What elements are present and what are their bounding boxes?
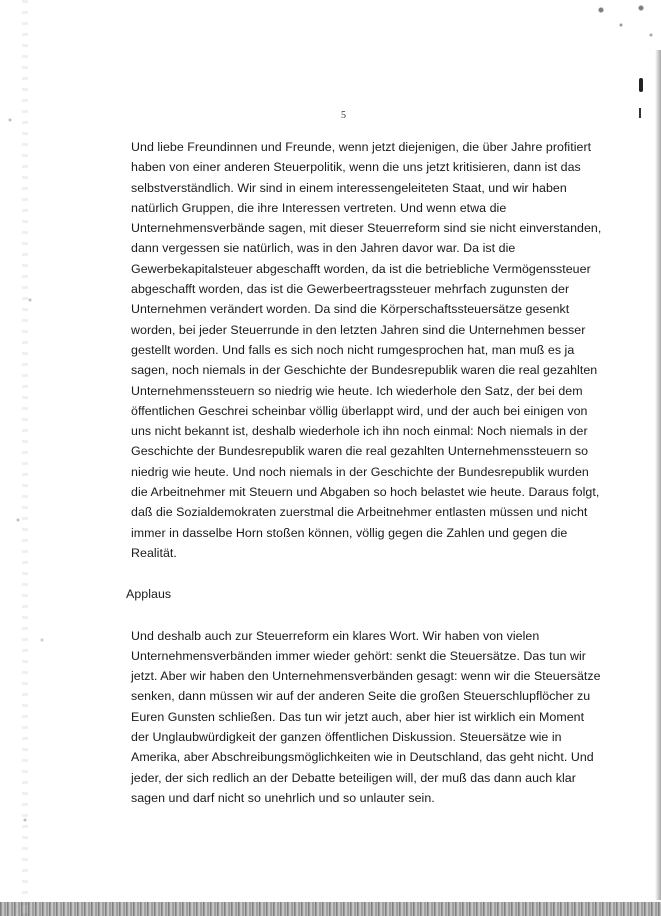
text-line: sagen und darf nicht so unehrlich und so unlauter sein. <box>131 790 435 805</box>
scan-edge-left <box>0 0 60 916</box>
text-line: Unternehmenssteuern so niedrig wie heute. Ich wiederhole den Satz, der bei dem <box>131 383 583 398</box>
text-line: niedrig wie heute. Und noch niemals in der Geschichte der Bundesrepublik wurden <box>131 464 589 479</box>
text-line: Gewerbekapitalsteuer abgeschafft worden, da ist die betriebliche Vermögenssteuer <box>131 261 591 276</box>
text-line: Unternehmen verändert worden. Da sind die Körperschaftssteuersätze gesenkt <box>131 302 570 317</box>
text-line: immer in dasselbe Horn stoßen können, völlig gegen die Zahlen und gegen die <box>131 525 568 540</box>
text-line: jetzt. Aber wir haben den Unternehmensverbänden gesagt: wenn wir die Steuersätze <box>131 669 601 684</box>
document-body <box>126 137 602 808</box>
text-line: Geschichte der Bundesrepublik waren die real gezahlten Unternehmenssteuern so <box>131 444 589 459</box>
text-line: daß die Sozialdemokraten zuerstmal die Arbeitnehmer entlasten müssen und nicht <box>131 505 588 520</box>
text-line: Und liebe Freundinnen und Freunde, wenn jetzt diejenigen, die über Jahre profitiert <box>131 140 592 154</box>
scan-edge-right <box>655 50 661 900</box>
text-line: selbstverständlich. Wir sind in einem interessengeleiteten Staat, und wir haben <box>131 180 567 195</box>
text-line: gestellt worden. Und falls es sich noch nicht rumgesprochen hat, man muß es ja <box>131 342 575 357</box>
text-line: Unternehmensverbände sagen, mit dieser Steuerreform sind sie nicht einverstanden, <box>131 221 602 236</box>
paragraph-2 <box>131 626 601 809</box>
page-number: 5 <box>341 110 346 121</box>
text-line: uns nicht bekannt ist, deshalb wiederhole ich ihn noch einmal: Noch niemals in der <box>131 424 588 439</box>
applause-note: Applaus <box>126 587 172 602</box>
scan-mark <box>639 78 643 92</box>
text-line: Realität. <box>131 545 177 560</box>
text-line: Und deshalb auch zur Steuerreform ein klares Wort. Wir haben von vielen <box>131 628 540 643</box>
text-line: Amerika, aber Abschreibungsmöglichkeiten wie in Deutschland, das geht nicht. Und <box>131 750 594 765</box>
text-line: dann vergessen sie natürlich, was in den Jahren davor war. Da ist die <box>131 241 516 256</box>
text-line: natürlich Gruppen, die ihre Interessen vertreten. Und wenn etwa die <box>131 200 507 215</box>
text-line: die Arbeitnehmer mit Steuern und Abgaben so hoch belastet wie heute. Daraus folgt, <box>131 485 600 500</box>
scan-edge-bottom <box>0 902 661 916</box>
scan-mark <box>639 108 641 118</box>
text-line: Unternehmensverbänden immer wieder gehört: senkt die Steuersätze. Das tun wir <box>131 648 586 663</box>
text-line: sagen, noch niemals in der Geschichte der Bundesrepublik waren die real gezahlten <box>131 363 598 378</box>
paragraph-1 <box>131 137 602 563</box>
text-line: worden, bei jeder Steuerrunde in den letzten Jahren sind die Unternehmen besser <box>131 322 586 337</box>
scan-speckle-top-right <box>581 0 661 50</box>
text-line: haben von einer anderen Steuerpolitik, wenn die uns jetzt kritisieren, dann ist das <box>131 160 581 175</box>
text-line: senken, dann müssen wir auf der anderen Seite die großen Steuerschlupflöcher zu <box>131 689 591 704</box>
text-line: jeder, der sich redlich an der Debatte beteiligen will, der muß das dann auch klar <box>131 770 576 785</box>
text-line: Euren Gunsten schließen. Das tun wir jetzt auch, aber hier ist wirklich ein Moment <box>131 709 585 724</box>
text-line: der Unglaubwürdigkeit der ganzen öffentlichen Diskussion. Steuersätze wie in <box>131 730 562 745</box>
text-line: öffentlichen Geschrei scheinbar völlig überlappt wird, und der auch bei einigen von <box>131 403 588 418</box>
text-line: abgeschafft worden, das ist die Gewerbeertragssteuer mehrfach zugunsten der <box>131 282 570 297</box>
